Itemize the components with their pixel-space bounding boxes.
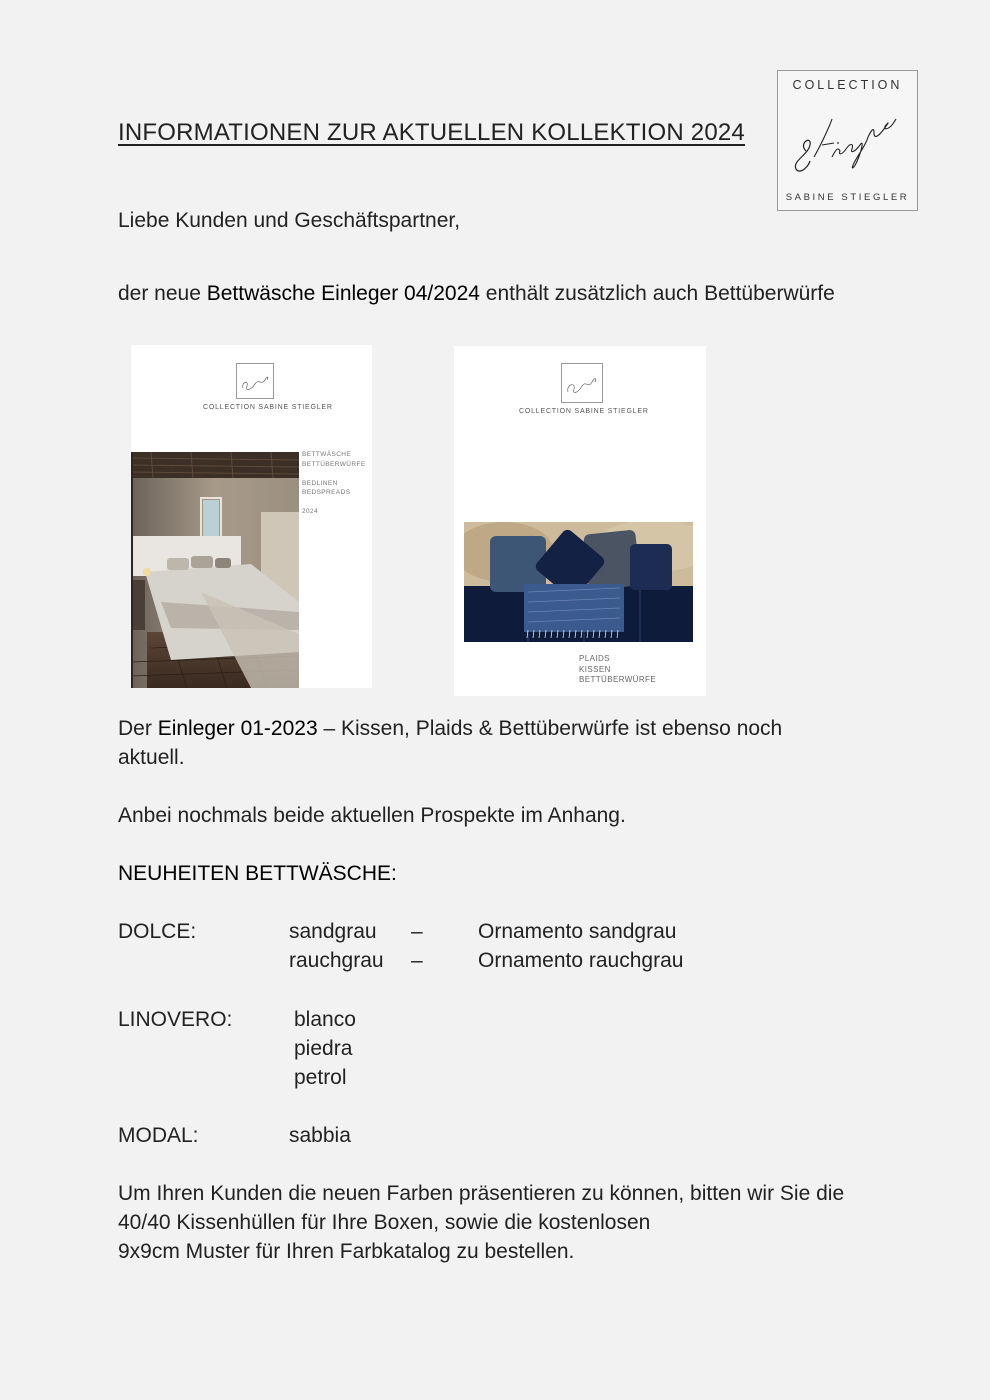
intro-post: enthält zusätzlich auch Bettüberwürfe <box>479 282 835 305</box>
meta-line: 2024 <box>302 508 319 515</box>
anbei-text: Anbei nochmals beide aktuellen Prospekte im Anhang. <box>118 804 626 827</box>
einleger-line-1 <box>118 714 782 743</box>
meta-line: KISSEN <box>579 664 611 674</box>
einleger-line-2: aktuell. <box>118 746 185 769</box>
meta-line: BETTÜBERWÜRFE <box>579 675 657 684</box>
einleger-pre: Der <box>118 717 158 740</box>
dolce-pattern: Ornamento rauchgrau <box>478 949 684 972</box>
meta-line: BETTÜBERWÜRFE <box>302 460 366 468</box>
dolce-label: DOLCE: <box>118 920 197 943</box>
brochure-logo <box>561 363 603 403</box>
signature-icon <box>237 364 273 398</box>
meta-line: BEDSPREADS <box>302 489 351 496</box>
pillows-image <box>464 522 693 642</box>
brand-logo <box>777 70 918 211</box>
intro-bold: Bettwäsche Einleger 04/2024 <box>206 282 480 305</box>
pillows-photo <box>464 522 693 642</box>
signature-logo <box>788 99 906 181</box>
meta-line: BEDLINEN <box>302 479 338 487</box>
closing-line: 40/40 Kissenhüllen für Ihre Boxen, sowie die kostenlosen <box>118 1211 651 1234</box>
page-title: INFORMATIONEN ZUR AKTUELLEN KOLLEKTION 2024 <box>118 119 745 146</box>
dolce-color: rauchgrau <box>289 949 384 972</box>
brochure-bettwaesche <box>131 345 372 688</box>
meta-spacer <box>302 498 366 508</box>
neuheiten-heading: NEUHEITEN BETTWÄSCHE: <box>118 862 397 885</box>
bedroom-image <box>131 452 299 688</box>
logo-name-text: SABINE STIEGLER <box>785 192 910 203</box>
einleger-post: – Kissen, Plaids & Bettüberwürfe ist ebenso noch <box>317 717 783 740</box>
linovero-color: piedra <box>294 1037 353 1060</box>
brochure-brand: COLLECTION SABINE STIEGLER <box>519 408 649 415</box>
einleger-bold: Einleger 01-2023 <box>157 717 318 740</box>
brochure-plaids <box>454 346 706 696</box>
modal-label: MODAL: <box>118 1124 199 1147</box>
dolce-pattern: Ornamento sandgrau <box>478 920 677 943</box>
meta-line: PLAIDS <box>579 654 610 663</box>
linovero-color: petrol <box>294 1066 347 1089</box>
dolce-dash: – <box>411 949 423 972</box>
greeting: Liebe Kunden und Geschäftspartner, <box>118 209 461 232</box>
modal-color: sabbia <box>289 1124 351 1147</box>
meta-line: BETTWÄSCHE <box>302 451 352 458</box>
meta-spacer <box>302 469 366 479</box>
signature-icon <box>562 364 602 402</box>
linovero-label: LINOVERO: <box>118 1008 233 1031</box>
brochure-logo <box>236 363 274 399</box>
brochure-meta <box>579 654 656 686</box>
logo-collection-text: COLLECTION <box>792 78 903 92</box>
linovero-color: blanco <box>294 1008 356 1031</box>
dolce-dash: – <box>411 920 423 943</box>
brochure-meta <box>302 450 366 517</box>
bedroom-photo <box>131 452 299 688</box>
dolce-color: sandgrau <box>289 920 377 943</box>
intro-pre: der neue <box>118 282 207 305</box>
brochure-brand: COLLECTION SABINE STIEGLER <box>203 404 333 411</box>
closing-line: Um Ihren Kunden die neuen Farben präsentieren zu können, bitten wir Sie die <box>118 1182 845 1205</box>
intro-paragraph <box>118 279 835 308</box>
closing-line: 9x9cm Muster für Ihren Farbkatalog zu bestellen. <box>118 1240 575 1263</box>
